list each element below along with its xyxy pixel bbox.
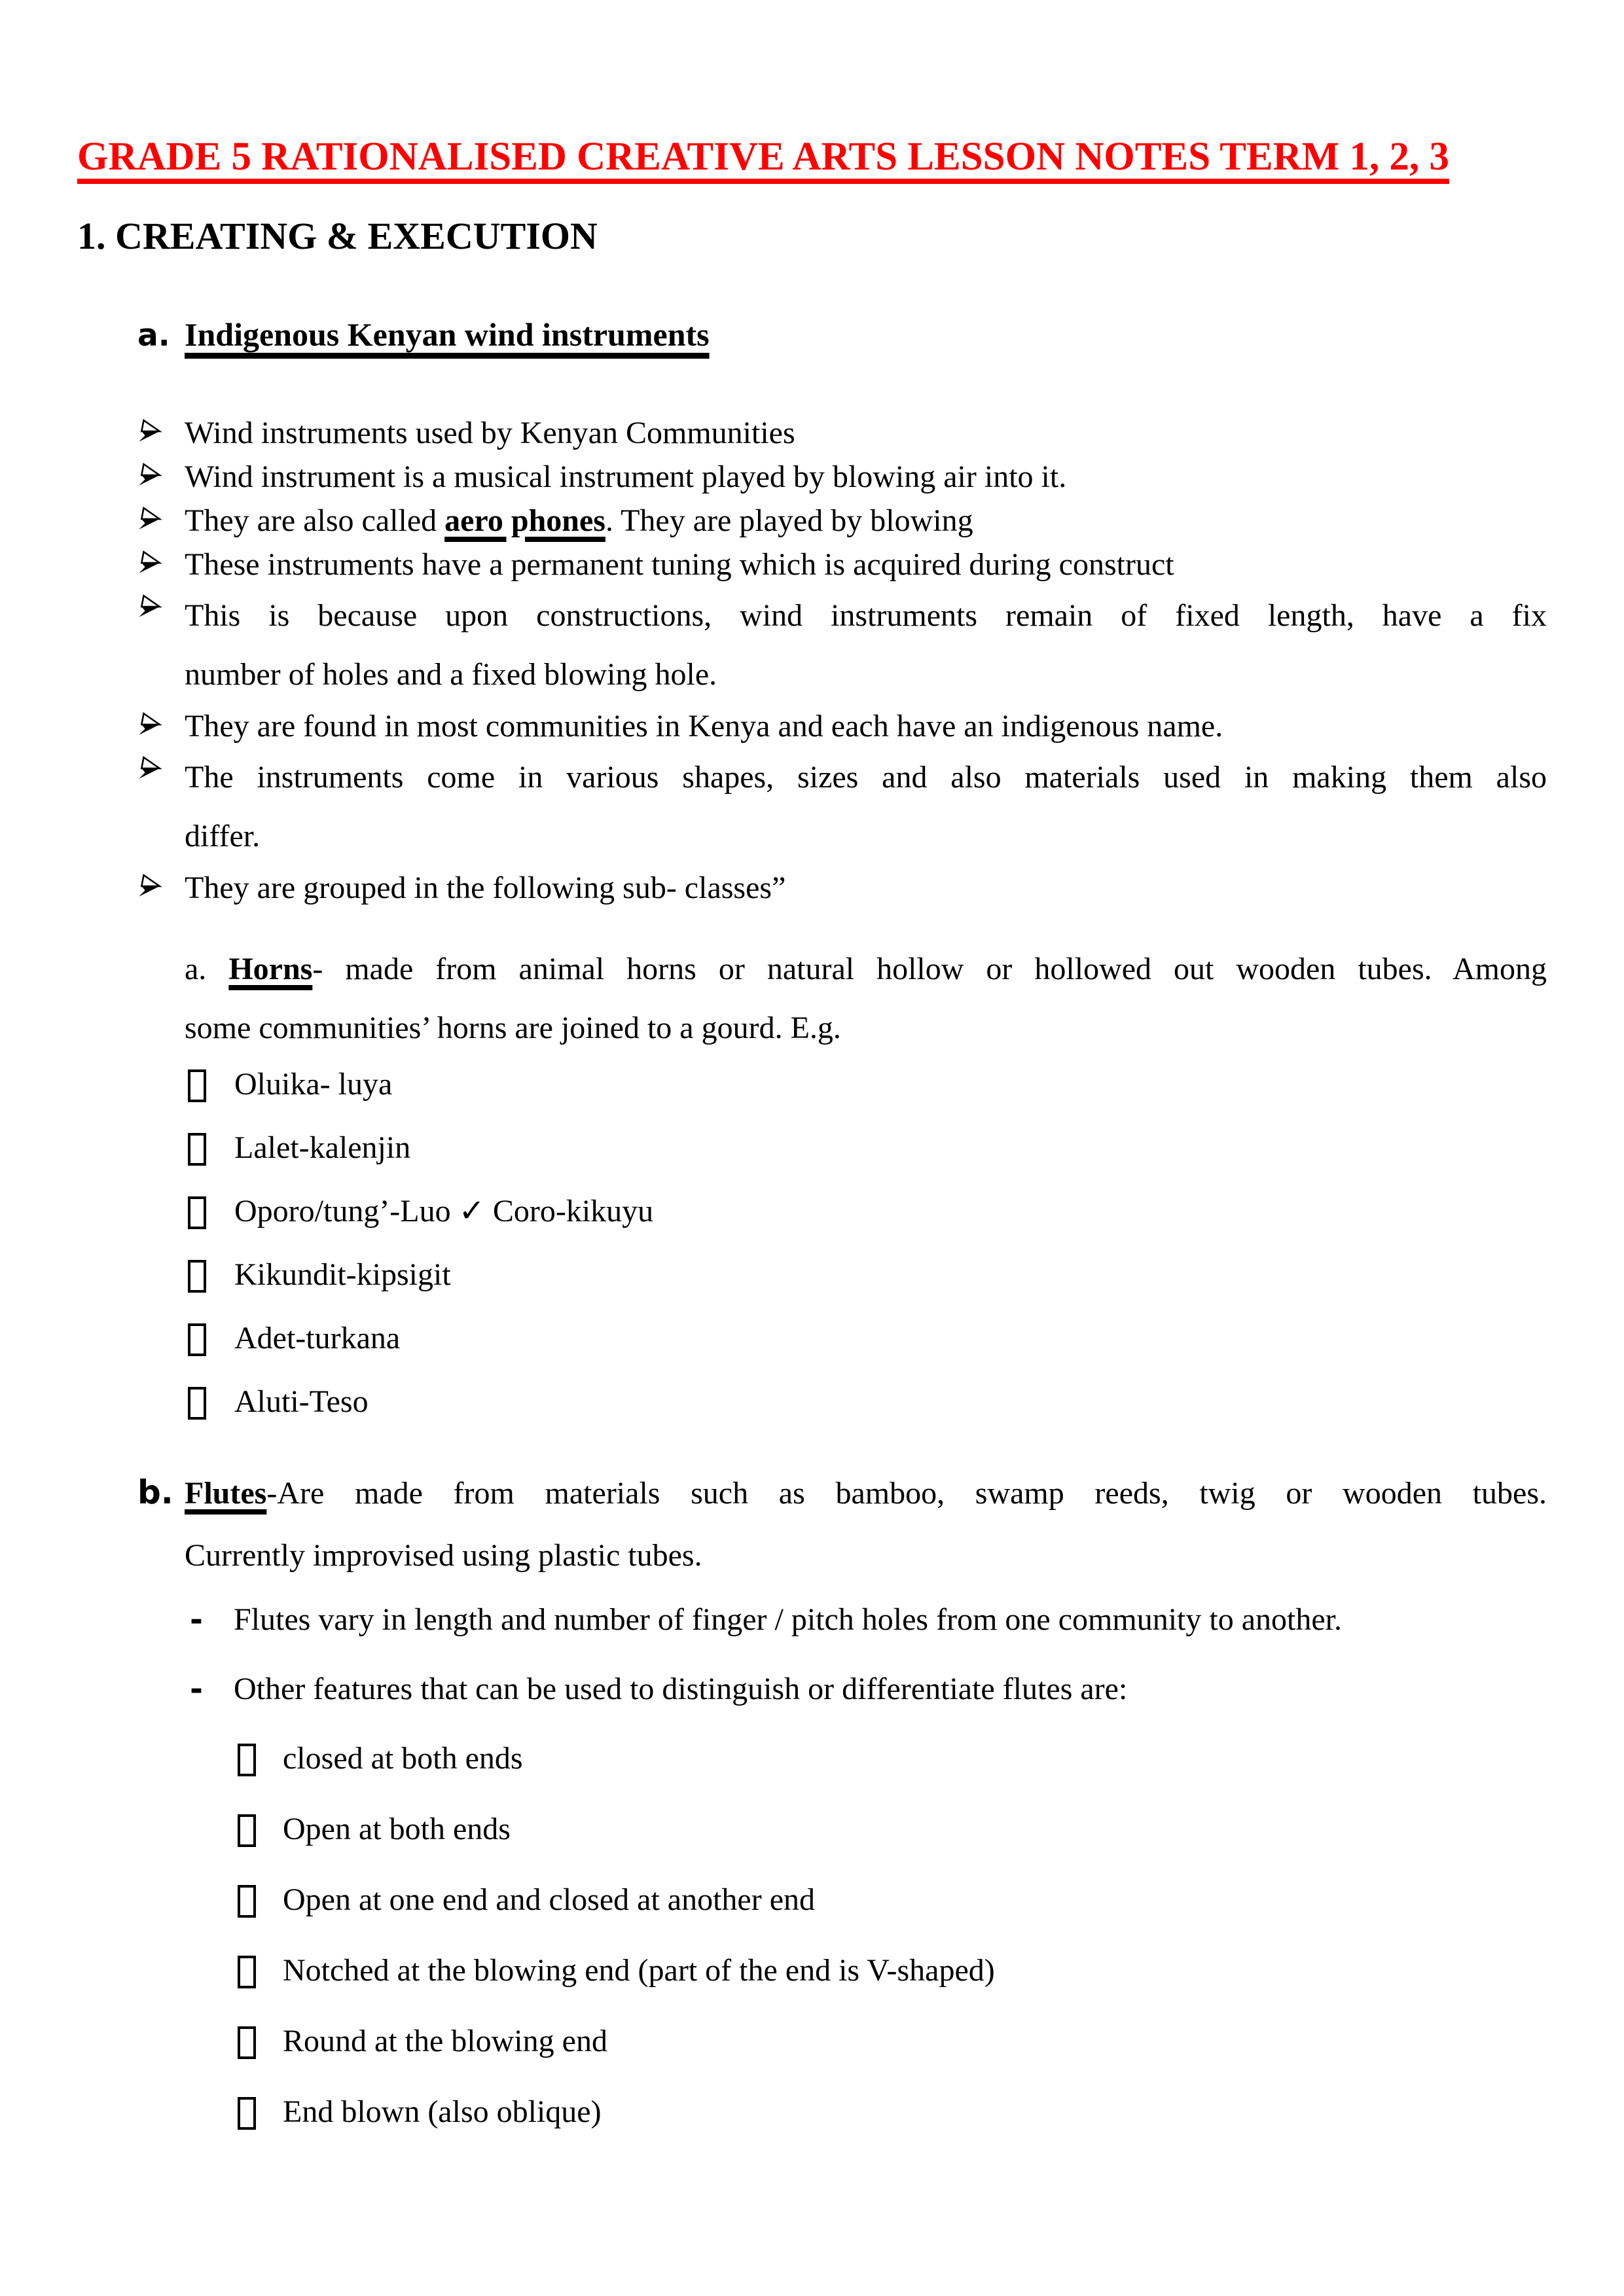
bullet-text: They are grouped in the following sub- classes” (185, 870, 786, 905)
list-item (238, 2024, 1547, 2059)
box-bullet-icon (238, 2026, 256, 2059)
list-item-text: Kikundit-kipsigit (234, 1257, 451, 1292)
box-bullet-icon (238, 1956, 256, 1988)
subsection-a-heading (77, 315, 1547, 353)
list-item (188, 1131, 1547, 1166)
box-bullet-icon (188, 1133, 206, 1166)
list-item-text: Aluti-Teso (234, 1384, 369, 1419)
list-item (188, 1321, 1547, 1356)
flute-points-list (190, 1603, 1547, 1706)
flutes-rest: -Are made from materials such as bamboo, swamp reeds, twig or wooden tubes. (266, 1476, 1547, 1511)
list-item-text: Oporo/tung’-Luo ✓ Coro-kikuyu (234, 1194, 654, 1229)
box-bullet-icon (188, 1260, 206, 1293)
list-item-text: Other features that can be used to distinguish or differentiate flutes are: (234, 1672, 1128, 1706)
bullet-item (77, 704, 1547, 748)
bullet-text: Wind instrument is a musical instrument played by blowing air into it. (185, 459, 1067, 494)
wind-instruments-bullet-list (77, 411, 1547, 910)
subsection-a-marker: a. (137, 317, 170, 353)
subsection-b-paragraph (77, 1462, 1547, 1587)
bullet-text (185, 748, 1547, 866)
horns-line1 (185, 940, 1547, 999)
list-item-text: End blown (also oblique) (283, 2094, 602, 2129)
arrow-bullet-icon (137, 586, 185, 619)
list-item-text: closed at both ends (283, 1741, 523, 1776)
bullet-text: Wind instruments used by Kenyan Communities (185, 416, 795, 450)
flutes-line1 (185, 1462, 1547, 1524)
box-bullet-icon (238, 1814, 256, 1847)
arrow-bullet-icon (137, 411, 185, 444)
box-bullet-icon (188, 1069, 206, 1102)
list-item-text: Round at the blowing end (283, 2024, 607, 2058)
bullet-text (185, 499, 1547, 543)
list-item-text: Lalet-kalenjin (234, 1130, 411, 1165)
list-item (190, 1672, 1547, 1706)
list-item (188, 1194, 1547, 1229)
list-item (190, 1603, 1547, 1637)
box-bullet-icon (188, 1387, 206, 1420)
list-item (238, 1954, 1547, 1988)
list-item (188, 1258, 1547, 1293)
list-item-text: Notched at the blowing end (part of the end is V-shaped) (283, 1953, 995, 1988)
bullet-text-pre: They are also called (185, 503, 445, 538)
list-item (188, 1067, 1547, 1102)
box-bullet-icon (238, 2097, 256, 2130)
horns-rest: - made from animal horns or natural hollow or hollowed out wooden tubes. Among (312, 952, 1547, 986)
bullet-item (77, 411, 1547, 455)
bullet-text-emphasis: aero phones (444, 503, 605, 538)
horns-pre: a. (185, 952, 229, 986)
list-item (238, 1883, 1547, 1918)
list-item-text: Oluika- luya (234, 1067, 393, 1102)
arrow-bullet-icon (137, 704, 185, 737)
bullet-item (77, 455, 1547, 499)
flute-features-list (238, 1742, 1547, 2130)
flutes-text (185, 1462, 1547, 1587)
box-bullet-icon (238, 1744, 256, 1776)
list-item-text: Open at both ends (283, 1812, 511, 1846)
box-bullet-icon (238, 1885, 256, 1918)
bullet-text-line2: number of holes and a fixed blowing hole. (185, 657, 717, 692)
section-heading: 1. CREATING & EXECUTION (77, 215, 598, 257)
bullet-item (77, 543, 1547, 586)
bullet-text: They are found in most communities in Kenya and each have an indigenous name. (185, 709, 1223, 744)
bullet-item (77, 499, 1547, 543)
list-item (238, 1742, 1547, 1776)
bullet-text-post: . They are played by blowing (605, 503, 973, 538)
flutes-line2: Currently improvised using plastic tubes. (185, 1538, 702, 1573)
bullet-text-line1: This is because upon constructions, wind instruments remain of fixed length, have a fix (185, 598, 1547, 633)
arrow-bullet-icon (137, 455, 185, 488)
horn-examples-list (188, 1067, 1547, 1420)
bullet-item (77, 866, 1547, 910)
bullet-item (77, 586, 1547, 704)
bullet-item (77, 748, 1547, 866)
subsection-a-title: Indigenous Kenyan wind instruments (185, 316, 710, 353)
horns-line2: some communities’ horns are joined to a gourd. E.g. (185, 1011, 841, 1045)
bullet-text-line2: differ. (185, 819, 261, 853)
bullet-text: These instruments have a permanent tuning which is acquired during construct (185, 547, 1174, 582)
dash-bullet-icon: - (190, 1671, 203, 1708)
arrow-bullet-icon (137, 499, 185, 531)
document-title: GRADE 5 RATIONALISED CREATIVE ARTS LESSON NOTES TERM 1, 2, 3 (77, 135, 1450, 179)
horns-term: Horns (228, 952, 313, 986)
subsection-b-marker: b. (137, 1473, 173, 1511)
list-item (188, 1385, 1547, 1420)
arrow-bullet-icon (137, 748, 185, 781)
bullet-text (185, 586, 1547, 704)
box-bullet-icon (188, 1196, 206, 1229)
list-item-text: Flutes vary in length and number of finger / pitch holes from one community to another. (234, 1602, 1342, 1637)
list-item (238, 1812, 1547, 1847)
list-item-text: Adet-turkana (234, 1321, 401, 1355)
bullet-text-line1: The instruments come in various shapes, sizes and also materials used in making them also (185, 760, 1547, 795)
arrow-bullet-icon (137, 866, 185, 899)
dash-bullet-icon: - (190, 1602, 203, 1638)
horns-paragraph (185, 940, 1547, 1058)
box-bullet-icon (188, 1323, 206, 1356)
list-item-text: Open at one end and closed at another end (283, 1882, 816, 1917)
arrow-bullet-icon (137, 543, 185, 575)
list-item (238, 2095, 1547, 2130)
flutes-term: Flutes (185, 1476, 267, 1511)
